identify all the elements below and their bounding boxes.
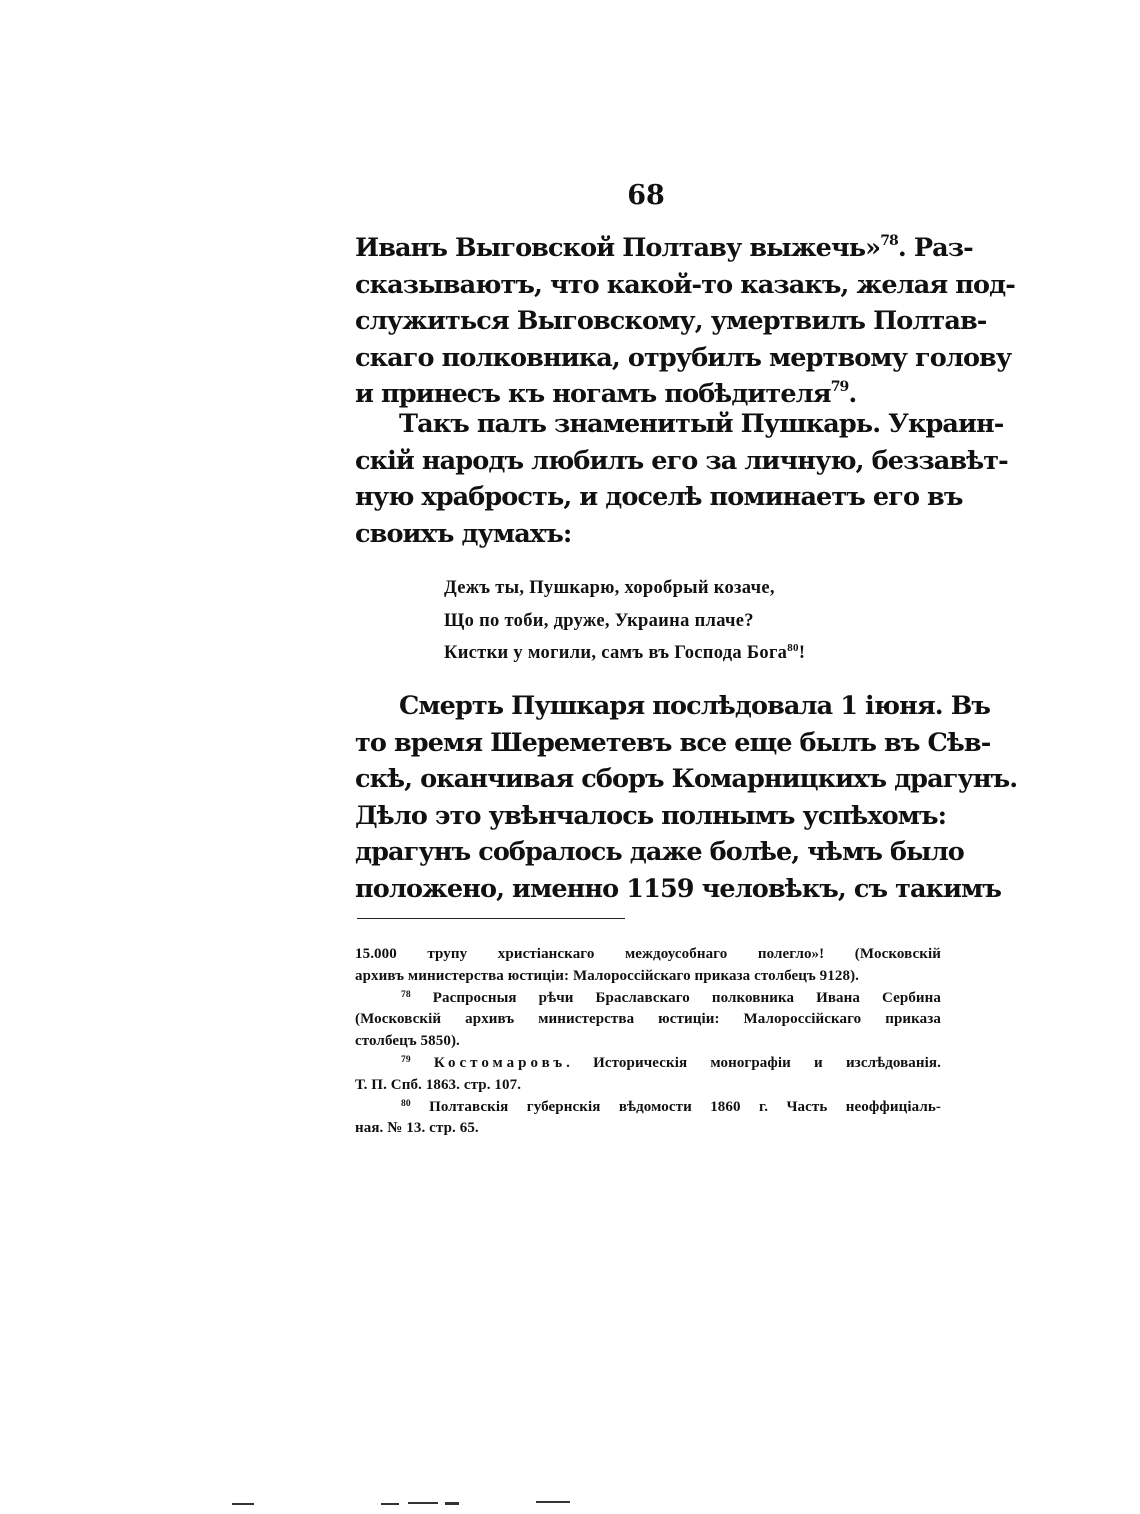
scan-mark xyxy=(445,1502,459,1505)
text-line: и принесъ къ ногамъ побѣдителя$^{79}$. xyxy=(355,379,857,409)
text-line: скѣ, оканчивая сборъ Комарницкихъ драгунъ. xyxy=(355,764,1018,794)
author-name: Костомаровъ xyxy=(433,1054,567,1071)
paragraph-3 xyxy=(355,688,1018,907)
footnote-separator xyxy=(357,918,625,919)
paragraph-2 xyxy=(355,406,1008,552)
footnote-ref-78: 78 xyxy=(880,233,898,249)
poem-line: Кистки у могили, самъ въ Господа Бога$^{80}$! xyxy=(444,642,806,663)
page-number: 68 xyxy=(627,180,665,211)
footnote-78: $^{78}$ Распросныя рѣчи Браславскаго полковника Ивана Сербина xyxy=(401,989,941,1006)
poem-line: Що по тоби, друже, Украина плаче? xyxy=(444,610,754,631)
text-line: скій народъ любилъ его за личную, беззавѣт- xyxy=(355,445,1008,476)
footnote-line: столбецъ 5850). xyxy=(355,1033,460,1050)
scan-mark xyxy=(408,1502,438,1504)
footnote-line: ная. № 13. стр. 65. xyxy=(355,1120,479,1137)
text-line: Дѣло это увѣнчалось полнымъ успѣхомъ: xyxy=(355,800,947,831)
text-line: то время Шереметевъ все еще былъ въ Сѣв- xyxy=(355,727,991,758)
scan-mark xyxy=(381,1503,399,1505)
footnote-line: (Московскій архивъ министерства юстиціи: Малороссійскаго приказа xyxy=(355,1011,941,1028)
text-line: своихъ думахъ: xyxy=(355,518,572,549)
text-line: скаго полковника, отрубилъ мертвому голову xyxy=(355,342,1012,373)
paragraph-1 xyxy=(355,230,1015,413)
text-line: драгунъ собралось даже болѣе, чѣмъ было xyxy=(355,837,964,867)
text-line: Смерть Пушкаря послѣдовала 1 іюня. Въ xyxy=(399,691,991,721)
scan-mark xyxy=(536,1501,570,1503)
text-line: Такъ палъ знаменитый Пушкарь. Украин- xyxy=(399,409,1004,439)
footnote-line: 15.000 трупу христіанскаго междоусобнаго полегло»! (Московскій xyxy=(355,946,941,962)
footnote-80: $^{80}$ Полтавскія губернскія вѣдомости 1860 г. Часть неоффиціаль- xyxy=(401,1098,941,1115)
scan-mark xyxy=(232,1503,254,1505)
poem xyxy=(444,572,805,670)
poem-line: Дежъ ты, Пушкарю, хоробрый козаче, xyxy=(444,578,775,598)
footnotes xyxy=(355,944,941,1140)
footnote-79: $^{79}$ Костомаровъ. Историческія монографіи и изслѣдованія. xyxy=(401,1054,941,1071)
footnote-ref-79: 79 xyxy=(830,379,849,395)
text-line: служиться Выговскому, умертвилъ Полтав- xyxy=(355,306,987,336)
footnote-line: архивъ министерства юстиціи: Малороссійскаго приказа столбецъ 9128). xyxy=(355,967,860,984)
text-line: сказываютъ, что какой-то казакъ, желая под- xyxy=(355,269,1015,300)
text-line: положено, именно 1159 человѣкъ, съ такимъ xyxy=(355,873,1002,904)
footnote-line: Т. П. Спб. 1863. стр. 107. xyxy=(355,1076,522,1093)
footnote-ref-80: 80 xyxy=(787,642,799,654)
text-line: Иванъ Выговской Полтаву выжечь»$^{78}$. Раз- xyxy=(355,233,973,263)
text-line: ную храбрость, и доселѣ поминаетъ его въ xyxy=(355,482,963,512)
